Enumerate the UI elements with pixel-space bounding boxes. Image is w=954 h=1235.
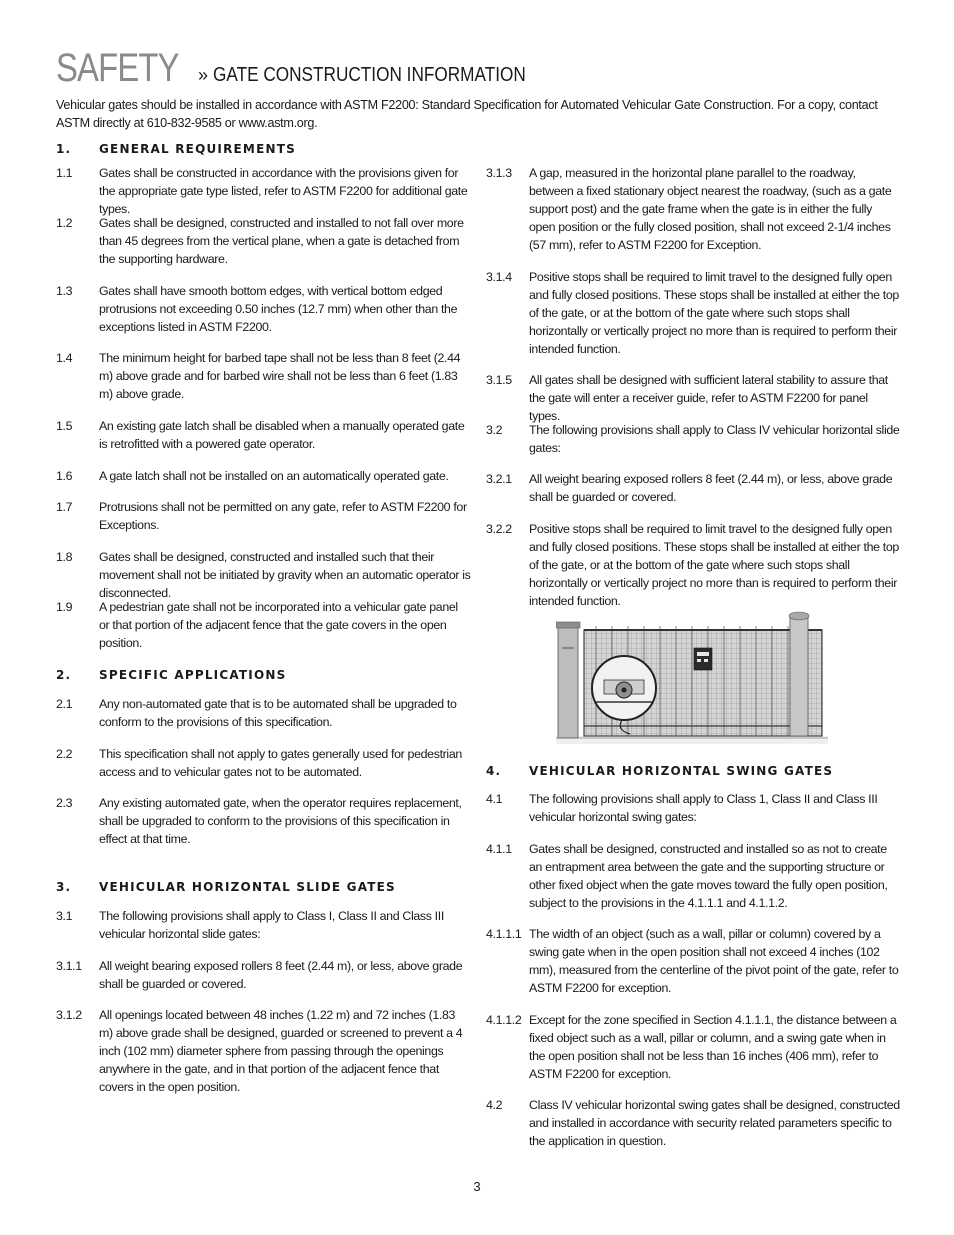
item-number: 3.2.2 [486, 522, 512, 536]
item-number: 4.1 [486, 792, 503, 806]
title-separator: » [198, 65, 209, 85]
item-text: An existing gate latch shall be disabled when a manually operated gate is retrofitted with a powered gate operator. [99, 419, 465, 451]
item-number: 1.8 [56, 550, 73, 564]
item-text: This specification shall not apply to gates generally used for pedestrian access and to vehicular gates not to be automated. [99, 747, 462, 779]
right-gate-post [790, 618, 808, 736]
item-number: 3.2.1 [486, 472, 512, 486]
list-item [486, 421, 901, 457]
list-item [56, 214, 471, 268]
list-item [486, 1096, 901, 1150]
item-text: Positive stops shall be required to limit travel to the designed fully open and fully closed positions. These stops shall be installed at either the top of the gate, or at the bottom of the gate where such stops shall horizontally or vertically project no more than is required to perform their intended function. [529, 522, 899, 608]
item-number: 4.2 [486, 1098, 503, 1112]
list-item [486, 268, 901, 358]
list-item [56, 164, 471, 218]
list-item [486, 371, 901, 425]
list-item [56, 467, 471, 485]
intro-paragraph: Vehicular gates should be installed in accordance with ASTM F2200: Standard Specification for Automated Vehicular Gate Construction. For a copy, contact ASTM directly at 610-832-9585 or www.astm.org. [56, 98, 878, 130]
item-text: The following provisions shall apply to Class IV vehicular horizontal slide gates: [529, 423, 900, 455]
item-text: All openings located between 48 inches (1.22 m) and 72 inches (1.83 m) above grade shall be designed, guarded or screened to prevent a 4 inch (102 mm) diameter sphere from passing through the openings anywhere in the gate, and in that portion of the adjacent fence that covers in the open position. [99, 1008, 463, 1094]
list-item [486, 470, 901, 506]
list-item [56, 957, 471, 993]
section-number: 3. [56, 880, 72, 894]
item-number: 1.6 [56, 469, 73, 483]
item-number: 3.1 [56, 909, 73, 923]
item-text: Gates shall have smooth bottom edges, with vertical bottom edged protrusions not exceeding 0.50 inches (12.7 mm) when other than the exceptions listed in ASTM F2200. [99, 284, 458, 334]
item-number: 1.9 [56, 600, 73, 614]
gate-operator [694, 648, 712, 670]
list-item [56, 695, 471, 731]
item-text: All weight bearing exposed rollers 8 feet (2.44 m), or less, above grade shall be guarded or covered. [99, 959, 463, 991]
item-text: A gate latch shall not be installed on an automatically operated gate. [99, 469, 449, 483]
title-safety: SAFETY [56, 46, 179, 90]
list-item [56, 349, 471, 403]
left-gate-post [558, 626, 578, 738]
item-text: The following provisions shall apply to Class I, Class II and Class III vehicular horizontal slide gates: [99, 909, 444, 941]
item-text: The following provisions shall apply to Class 1, Class II and Class III vehicular horizontal swing gates: [529, 792, 878, 824]
list-item [486, 164, 901, 254]
section-number: 1. [56, 142, 72, 156]
item-text: All weight bearing exposed rollers 8 feet (2.44 m), or less, above grade shall be guarded or covered. [529, 472, 893, 504]
item-number: 2.1 [56, 697, 73, 711]
item-number: 1.2 [56, 216, 73, 230]
item-number: 1.3 [56, 284, 73, 298]
section-number: 2. [56, 668, 72, 682]
list-item [56, 417, 471, 453]
section-heading-slide-gates [56, 880, 396, 894]
item-text: Any non-automated gate that is to be automated shall be upgraded to conform to the provisions of this specification. [99, 697, 457, 729]
list-item [56, 1006, 471, 1096]
page-title [56, 46, 576, 91]
item-text: Class IV vehicular horizontal swing gates shall be designed, constructed and installed in accordance with security related parameters specific to the application in question. [529, 1098, 900, 1148]
item-number: 1.5 [56, 419, 73, 433]
section-heading-specific [56, 668, 286, 682]
item-text: A gap, measured in the horizontal plane parallel to the roadway, between a fixed stationary object nearest the roadway, (such as a gate support post) and the gate frame when the gate is in either the fully open position or the fully closed position, shall not exceed 2-1/4 inches (57 mm), refer to ASTM F2200 for Exception. [529, 166, 892, 252]
section-title: VEHICULAR HORIZONTAL SWING GATES [529, 764, 834, 778]
page-number: 3 [473, 1179, 481, 1194]
item-number: 4.1.1.1 [486, 927, 522, 941]
list-item [56, 282, 471, 336]
section-title: GENERAL REQUIREMENTS [99, 142, 296, 156]
item-number: 2.3 [56, 796, 73, 810]
list-item [486, 1011, 901, 1083]
item-text: All gates shall be designed with sufficient lateral stability to assure that the gate will enter a receiver guide, refer to ASTM F2200 for panel types. [529, 373, 888, 423]
list-item [486, 840, 901, 912]
list-item [56, 907, 471, 943]
section-heading-general [56, 142, 296, 156]
item-number: 3.1.2 [56, 1008, 82, 1022]
item-number: 4.1.1.2 [486, 1013, 522, 1027]
item-text: Protrusions shall not be permitted on any gate, refer to ASTM F2200 for Exceptions. [99, 500, 467, 532]
item-text: The width of an object (such as a wall, pillar or column) covered by a swing gate when in the open position shall not exceed 4 inches (102 mm), measured from the centerline of the pivot point of the gate, refer to ASTM F2200 for exception. [529, 927, 899, 995]
list-item [486, 925, 901, 997]
item-number: 1.1 [56, 166, 73, 180]
item-number: 3.1.5 [486, 373, 512, 387]
item-number: 1.7 [56, 500, 73, 514]
item-number: 3.2 [486, 423, 503, 437]
item-number: 2.2 [56, 747, 73, 761]
item-number: 3.1.3 [486, 166, 512, 180]
item-text: Except for the zone specified in Section 4.1.1.1, the distance between a fixed object such as a wall, pillar or column, and a swing gate when in the open position shall not be less than 16 inches (406 mm), refer to ASTM F2200 for exception. [529, 1013, 897, 1081]
section-heading-swing-gates [486, 764, 833, 778]
item-number: 4.1.1 [486, 842, 512, 856]
item-text: Gates shall be designed, constructed and installed so as not to create an entrapment area between the gate and the supporting structure or other fixed object when the gate moves toward the fully open position, subject to the provisions in the 4.1.1.1 and 4.1.1.2. [529, 842, 888, 910]
item-number: 3.1.1 [56, 959, 82, 973]
list-item [486, 520, 901, 610]
item-number: 3.1.4 [486, 270, 512, 284]
section-number: 4. [486, 764, 502, 778]
item-text: A pedestrian gate shall not be incorporated into a vehicular gate panel or that portion of the adjacent fence that the gate covers in the open position. [99, 600, 458, 650]
title-gate-construction: GATE CONSTRUCTION INFORMATION [212, 64, 526, 86]
slide-gate-illustration [556, 608, 828, 744]
item-text: Gates shall be constructed in accordance with the provisions given for the appropriate gate type listed, refer to ASTM F2200 for additional gate types. [99, 166, 468, 216]
item-text: Gates shall be designed, constructed and installed to not fall over more than 45 degrees from the vertical plane, when a gate is detached from the supporting hardware. [99, 216, 464, 266]
list-item [56, 548, 471, 602]
item-text: Gates shall be designed, constructed and installed such that their movement shall not be initiated by gravity when an automatic operator is disconnected. [99, 550, 471, 600]
list-item [56, 598, 471, 652]
item-text: Positive stops shall be required to limit travel to the designed fully open and fully closed positions. These stops shall be installed at either the top of the gate, or at the bottom of the gate where such stops shall horizontally or vertically project no more than is required to perform their intended function. [529, 270, 899, 356]
item-text: The minimum height for barbed tape shall not be less than 8 feet (2.44 m) above grade and for barbed wire shall not be less than 6 feet (1.83 m) above grade. [99, 351, 461, 401]
section-title: SPECIFIC APPLICATIONS [99, 668, 287, 682]
list-item [56, 794, 471, 848]
section-title: VEHICULAR HORIZONTAL SLIDE GATES [99, 880, 396, 894]
list-item [486, 790, 901, 826]
item-number: 1.4 [56, 351, 73, 365]
ground [556, 736, 828, 744]
item-text: Any existing automated gate, when the operator requires replacement, shall be upgraded to conform to the provisions of this specification in effect at that time. [99, 796, 462, 846]
list-item [56, 498, 471, 534]
list-item [56, 745, 471, 781]
